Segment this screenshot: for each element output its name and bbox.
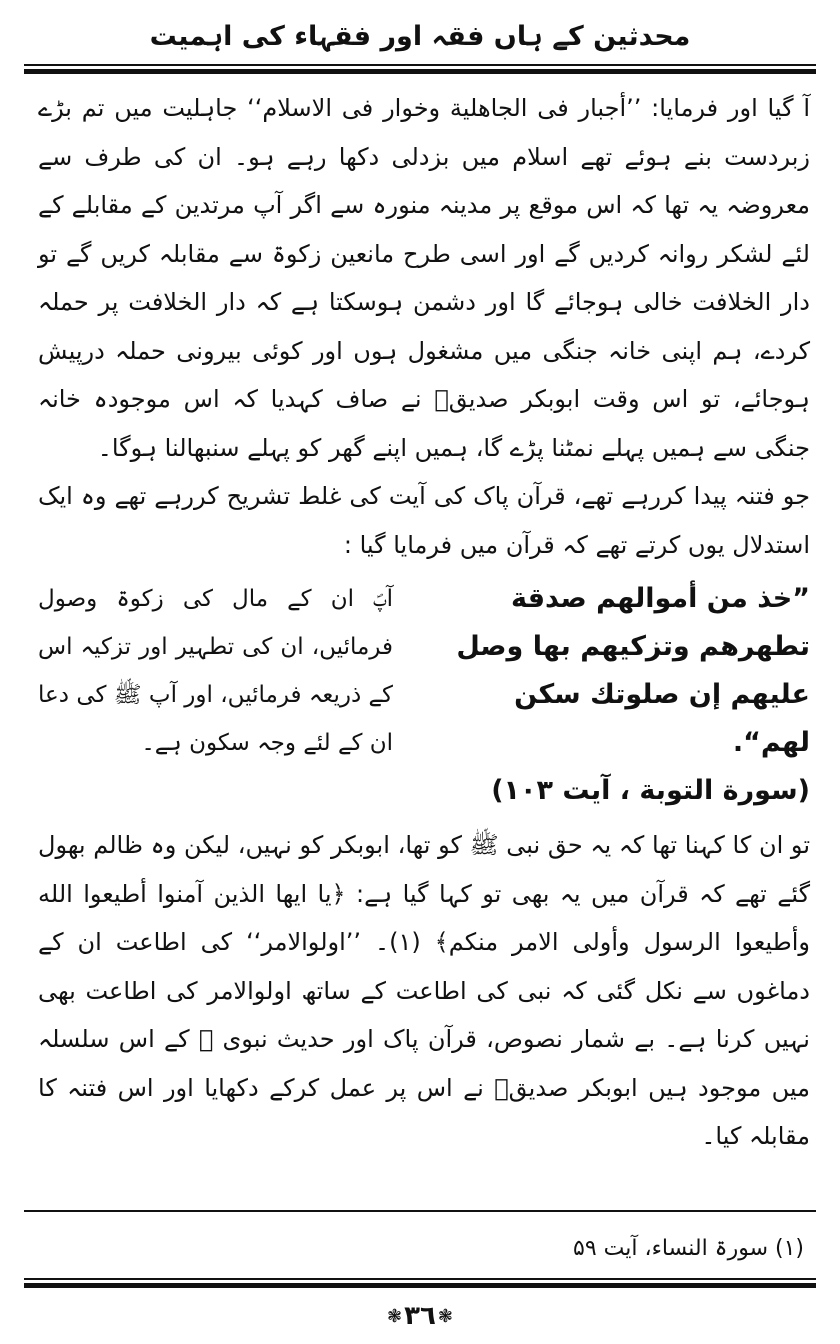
arabic-verse <box>430 575 810 815</box>
footer-double-rule <box>24 1278 816 1280</box>
verse-translation: آپؐ ان کے مال کی زکوۃ وصول فرمائیں، ان کی تطہیر اور تزکیہ اس کے ذریعہ فرمائیں، اور آپ ﷺ کی دعا ان کے لئے وجہ سکون ہے۔ <box>38 586 393 756</box>
footnote-separator <box>24 1210 816 1212</box>
main-text <box>38 84 810 1161</box>
paragraph-1: آ گیا اور فرمایا: ’’أجبار فی الجاهلية وخوار فی الاسلام‘‘ جاہلیت میں تم بڑے زبردست بنے ہوئے تھے اسلام میں بزدلی دکھا رہے ہو۔ ان کی طرف سے معروضہ یہ تھا کہ اس موقع پر مدینہ منورہ سے اگر آپ مرتدین کے مقابلے کے لئے لشکر روانہ کردیں گے اور اسی طرح مانعین زکوۃ سے مقابلہ کریں گے تو دار الخلافت خالی ہوجائے گا اور دشمن ہوسکتا ہے کہ دار الخلافت پر حملہ کردے، ہم اپنی خانہ جنگی میں مشغول ہوں اور کوئی بیرونی حملہ درپیش ہوجائے، تو اس وقت ابوبکر صدیقؓ نے صاف کہدیا کہ اس موجودہ خانہ جنگی سے ہمیں پہلے نمٹنا پڑے گا، ہمیں اپنے گھر کو پہلے سنبھالنا ہوگا۔ <box>38 94 810 462</box>
header-double-rule <box>24 64 816 66</box>
verse-reference: (سورة التوبة ، آیت ۱۰۳) <box>491 775 810 806</box>
verse-quote-block <box>38 571 810 821</box>
paragraph-2: جو فتنہ پیدا کررہے تھے، قرآن پاک کی آیت کی غلط تشریح کررہے تھے وہ ایک استدلال یوں کرتے تھے کہ قرآن میں فرمایا گیا : <box>38 482 810 559</box>
page-number <box>0 1296 840 1336</box>
footnote: (۱) سورۃ النساء، آیت ۵۹ <box>573 1236 804 1261</box>
running-header-title: محدثین کے ہاں فقہ اور فقہاء کی اہمیت <box>149 21 691 52</box>
page-number-text: ۳٦ <box>404 1301 436 1331</box>
arabic-verse-text: ”خذ من أموالهم صدقة تطهرهم وتزكيهم بها وصل عليهم إن صلوتك سكن لهم“. <box>456 583 810 758</box>
paragraph-3: تو ان کا کہنا تھا کہ یہ حق نبی ﷺ کو تھا، ابوبکر کو نہیں، لیکن وہ ظالم بھول گئے تھے کہ قرآن میں یہ بھی تو کہا گیا ہے: ﴿يا ايها الذين آمنوا أطيعوا الله وأطيعوا الرسول وأولى الامر منكم﴾ (۱)۔ ’’اولوالامر‘‘ کی اطاعت ان کے دماغوں سے نکل گئی کہ نبی کی اطاعت کے ساتھ اولوالامر کی اطاعت بھی نہیں کرنا ہے۔ بے شمار نصوص، قرآن پاک اور حدیث نبوی ﷺ کے اس سلسلہ میں موجود ہیں ابوبکر صدیقؓ نے اس پر عمل کرکے دکھایا اور اس فتنہ کا مقابلہ کیا۔ <box>38 831 811 1150</box>
ornament-right-icon: ❃ <box>437 1305 453 1327</box>
ornament-left-icon: ❃ <box>387 1305 403 1327</box>
